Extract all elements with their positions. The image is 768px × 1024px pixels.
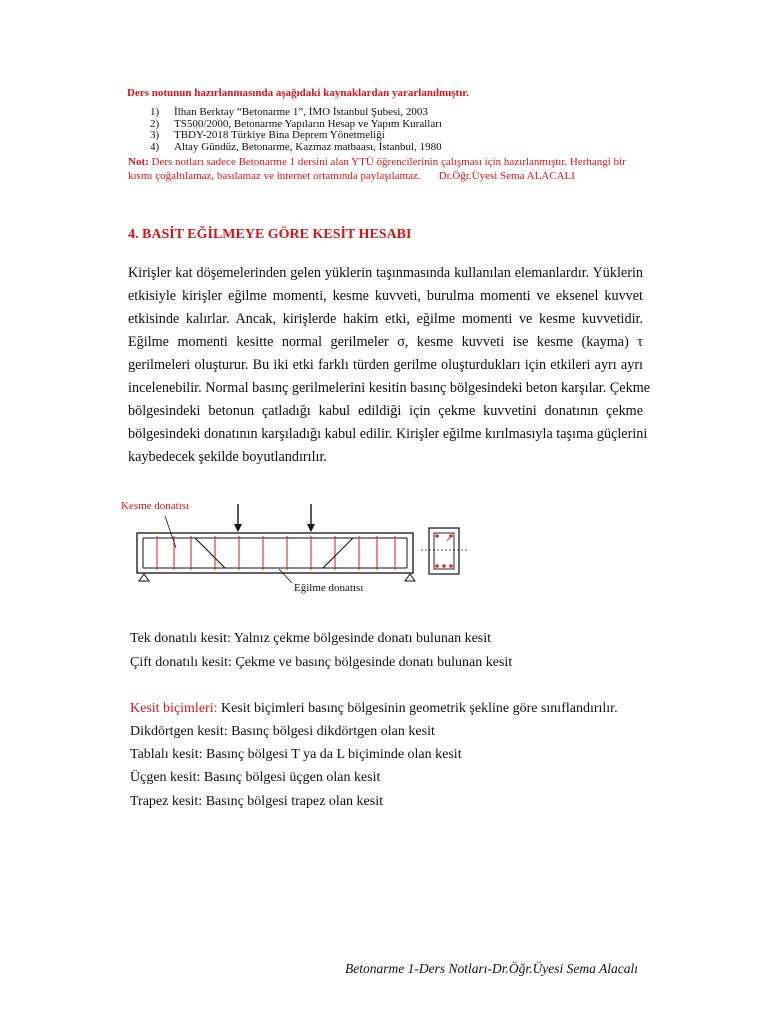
paragraph-line: bölgesindeki betonun çatladığı kabul edildiği için çekme kuvvetini donatının çekme bbox=[128, 403, 643, 419]
source-list bbox=[150, 107, 442, 153]
source-number: 2) bbox=[150, 117, 160, 130]
support-left-icon bbox=[139, 574, 149, 581]
stirrups bbox=[157, 536, 395, 570]
source-text: İlhan Berktay “Betonarme 1”, İMO İstanbul Şubesi, 2003 bbox=[174, 106, 428, 118]
sources-heading: Ders notunun hazırlanmasında aşağıdaki kaynaklardan yararlanılmıştır. bbox=[127, 87, 469, 99]
support-right-icon bbox=[405, 574, 415, 581]
note-text: Ders notları sadece Betonarme 1 dersini alan YTÜ öğrencilerinin çalışması için hazırlanmıştır. Herhangi bir kısmı çoğaltılamaz, basılamaz ve internet ortamında paylaşılamaz. bbox=[128, 156, 626, 182]
paragraph-line: Eğilme momenti kesitte normal gerilmeler σ, kesme kuvveti ise kesme (kayma) τ bbox=[128, 334, 643, 350]
bent-bar-left bbox=[195, 538, 225, 568]
section-forms-label: Kesit biçimleri: bbox=[130, 701, 218, 716]
note-label: Not: bbox=[128, 156, 149, 168]
source-number: 4) bbox=[150, 140, 160, 153]
definition-single-reinforced: Tek donatılı kesit: Yalnız çekme bölgesinde donatı bulunan kesit bbox=[130, 631, 492, 646]
load-arrow-icon bbox=[307, 504, 315, 532]
definition-flanged: Tablalı kesit: Basınç bölgesi T ya da L biçiminde olan kesit bbox=[130, 747, 462, 762]
beam-diagram bbox=[115, 495, 485, 605]
definition-triangular: Üçgen kesit: Basınç bölgesi üçgen olan kesit bbox=[130, 770, 381, 785]
load-arrow-icon bbox=[234, 504, 242, 532]
source-item bbox=[150, 142, 442, 154]
copyright-note bbox=[128, 155, 648, 183]
definition-double-reinforced: Çift donatılı kesit: Çekme ve basınç bölgesinde donatı bulunan kesit bbox=[130, 655, 513, 670]
paragraph-line: incelenebilir. Normal basınç gerilmelerini kesitin basınç bölgesindeki beton karşılar. Çekme bbox=[128, 380, 651, 396]
definition-trapezoidal: Trapez kesit: Basınç bölgesi trapez olan kesit bbox=[130, 794, 383, 809]
paragraph-line: Kirişler kat döşemelerinden gelen yüklerin taşınmasında kullanılan elemanlardır. Yüklerin bbox=[128, 265, 643, 281]
paragraph-line: etkisinde kalırlar. Ancak, kirişlerde hakim etki, eğilme momenti ve kesme kuvvetidir. bbox=[128, 311, 643, 327]
cross-section-bars bbox=[435, 534, 453, 568]
section-title: 4. BASİT EĞİLMEYE GÖRE KESİT HESABI bbox=[128, 227, 412, 242]
paragraph-line: kaybedecek şekilde boyutlandırılır. bbox=[128, 449, 327, 465]
source-text: TBDY-2018 Türkiye Bina Deprem Yönetmeliği bbox=[174, 129, 385, 141]
shear-label-leader bbox=[165, 516, 176, 548]
paragraph-line: bölgesindeki donatının karşıladığı kabul edilir. Kirişler eğilme kırılmasıyla taşıma güçlerini bbox=[128, 426, 648, 442]
source-number: 1) bbox=[150, 106, 160, 118]
source-text: TS500/2000, Betonarme Yapıların Hesap ve Yapım Kuralları bbox=[174, 117, 442, 130]
bending-reinforcement-label: Eğilme donatısı bbox=[294, 582, 364, 594]
source-number: 3) bbox=[150, 129, 160, 141]
bent-bar-right bbox=[323, 538, 353, 568]
note-author: Dr.Öğr.Üyesi Sema ALACALI bbox=[438, 170, 575, 182]
paragraph-line: gerilmeleri oluşturur. Bu iki etki farklı türden gerilme oluşturdukları için etkileri ayrı ayrı bbox=[128, 357, 643, 373]
bending-label-leader bbox=[279, 569, 292, 583]
shear-reinforcement-label: Kesme donatısı bbox=[121, 500, 190, 512]
section-forms-line bbox=[130, 701, 618, 717]
beam-outline bbox=[137, 533, 413, 573]
intro-paragraph bbox=[128, 262, 651, 469]
cross-section-hook bbox=[447, 536, 451, 541]
cross-section-stirrup bbox=[434, 533, 454, 569]
paragraph-line: etkisiyle kirişler eğilme momenti, kesme kuvveti, burulma momenti ve eksenel kuvvet bbox=[128, 288, 643, 304]
section-forms-text: Kesit biçimleri basınç bölgesinin geometrik şekline göre sınıflandırılır. bbox=[217, 701, 618, 716]
definition-rectangular: Dikdörtgen kesit: Basınç bölgesi dikdörtgen olan kesit bbox=[130, 724, 435, 739]
source-text: Altay Gündüz, Betonarme, Kazmaz matbaası, İstanbul, 1980 bbox=[174, 140, 442, 153]
page-footer: Betonarme 1-Ders Notları-Dr.Öğr.Üyesi Sema Alacalı bbox=[345, 961, 638, 976]
